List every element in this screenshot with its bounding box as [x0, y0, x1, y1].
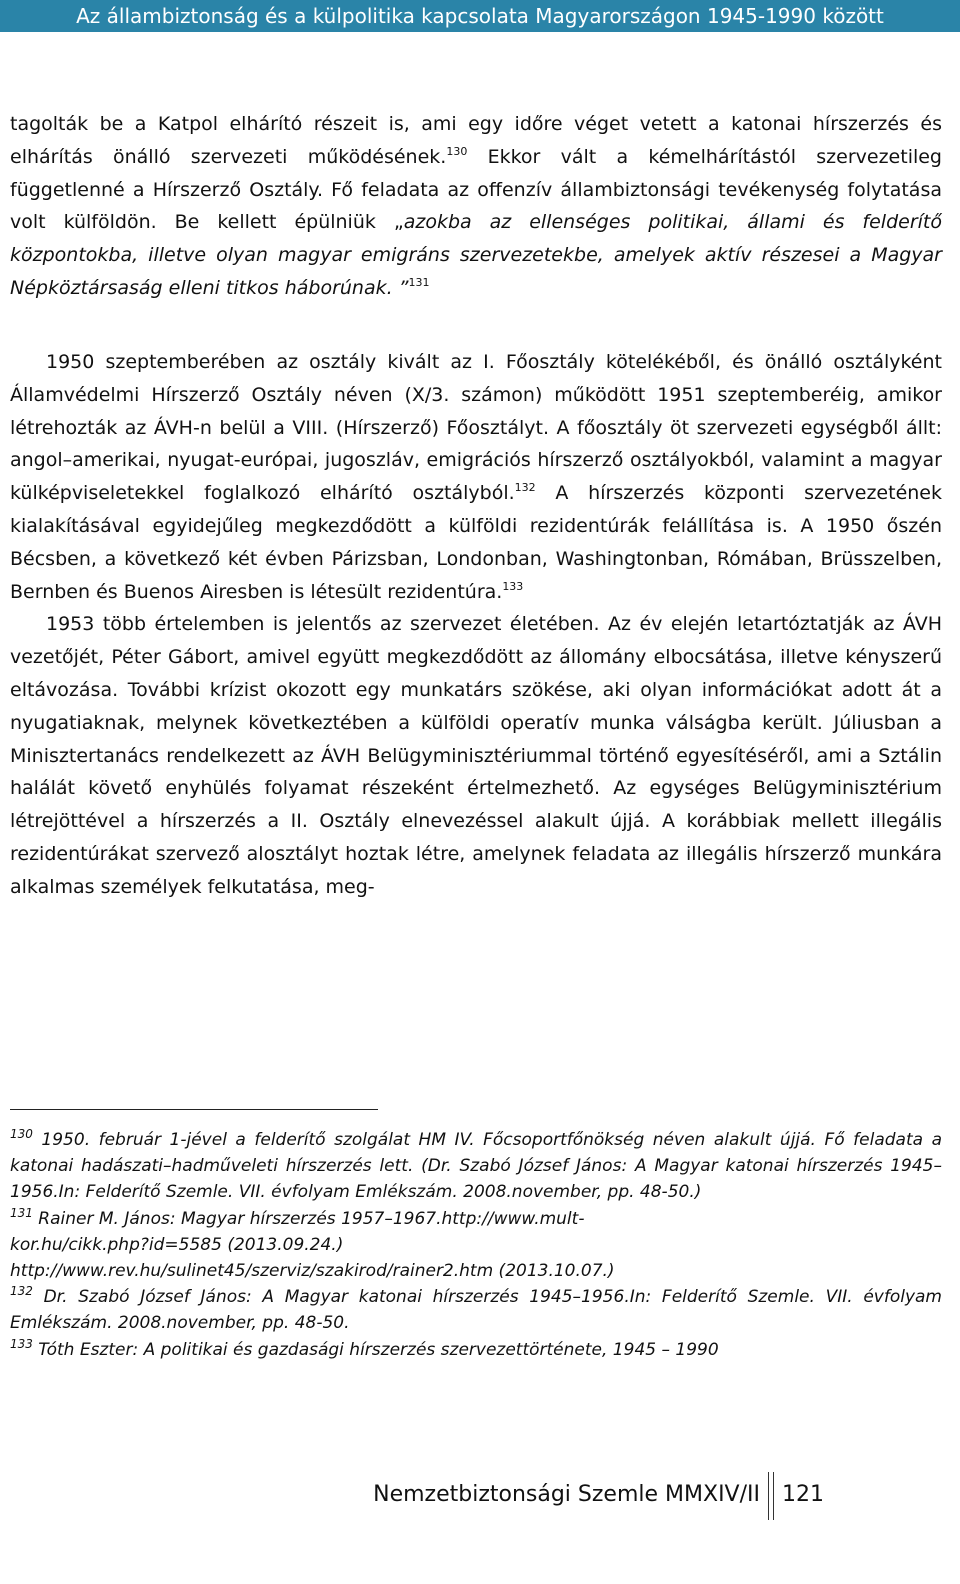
footnote-130: [10, 1127, 942, 1206]
paragraph-2: [10, 346, 942, 608]
footnote-text: Dr. Szabó József János: A Magyar katonai hírszerzés 1945–1956.In: Felderítő Szemle. VII. évfolyam Emlékszám. 2008.november, pp. 48-50.: [10, 1287, 942, 1334]
footnote-link-2[interactable]: http://www.rev.hu/sulinet45/szerviz/szakirod/rainer2.htm (2013.10.07.): [10, 1261, 615, 1282]
footnote-ref-132[interactable]: 132: [514, 481, 536, 495]
journal-title: Nemzetbiztonsági Szemle MMXIV/II: [373, 1482, 760, 1507]
footnotes: [10, 1127, 942, 1363]
main-text: [10, 346, 942, 904]
paragraph-1: [10, 108, 942, 305]
footer-divider: [768, 1472, 774, 1520]
page-footer: [0, 1468, 960, 1522]
footnote-number: 131: [10, 1205, 33, 1220]
footnote-ref-133[interactable]: 133: [502, 579, 524, 593]
footnote-number: 133: [10, 1336, 33, 1351]
footnote-text: Tóth Eszter: A politikai és gazdasági hírszerzés szervezettörténete, 1945 – 1990: [32, 1339, 719, 1360]
paragraph-1-text-a: tagolták be a Katpol elhárító részeit is, ami egy időre véget vetett a katonai hírszerzés és elhárítás önálló szervezeti működésének.: [10, 113, 942, 168]
footnote-number: 132: [10, 1284, 33, 1299]
paragraph-1-quote: azokba az ellenséges politikai, állami és felderítő központokba, illetve olyan magyar emigráns szervezetekbe, amelyek aktív részesei a Magyar Népköztársaság elleni titkos háborúnak. ”: [10, 211, 943, 299]
paragraph-2-text-b: A hírszerzés központi szervezetének kialakításával egyidejűleg megkezdődött a külföldi rezidentúrák felállítása is. A 1950 őszén Bécsben, a következő két évben Párizsban, Londonban, Washingtonban, Rómában, Brüsszelben, Bernben és Buenos Airesben is létesült rezidentúra.: [10, 482, 942, 603]
footnote-133: [10, 1337, 942, 1363]
footnote-132: [10, 1284, 942, 1336]
footnote-131: [10, 1206, 942, 1285]
paragraph-1-text-b: Ekkor vált a kémelhárítástól szervezetileg függetlenné a Hírszerző Osztály. Fő feladata az offenzív állambiztonsági tevékenység folytatása volt külföldön. Be kellett épülniük „: [10, 145, 942, 234]
running-header-title: Az állambiztonság és a külpolitika kapcsolata Magyarországon 1945-1990 között: [76, 4, 884, 28]
footnote-separator: [10, 1109, 378, 1110]
footnote-link-1[interactable]: kor.hu/cikk.php?id=5585 (2013.09.24.): [10, 1234, 344, 1255]
running-header: [0, 0, 960, 32]
footnote-number: 130: [10, 1127, 33, 1141]
footnote-ref-130[interactable]: 130: [446, 144, 468, 158]
paragraph-2-text-a: 1950 szeptemberében az osztály kivált az I. Főosztály kötelékéből, és önálló osztályként Államvédelmi Hírszerző Osztály néven (X/3. számon) működött 1951 szeptemberéig, amikor létrehozták az ÁVH-n belül a VIII. (Hírszerző) Főosztályt. A főosztály öt szervezeti egységből állt: angol–amerikai, nyugat-európai, jugoszláv, emigrációs hírszerző osztályokból, valamint a magyar külképviseletekkel foglalkozó elhárító osztályból.: [10, 351, 942, 505]
page-number: 121: [782, 1482, 824, 1507]
footnote-text-line-1: Rainer M. János: Magyar hírszerzés 1957–1967.http://www.mult-: [32, 1208, 585, 1229]
footnote-text: 1950. február 1-jével a felderítő szolgálat HM IV. Főcsoportfőnökség néven alakult újjá. Fő feladata a katonai hadászati–hadműveleti hírszerzés lett. (Dr. Szabó József János: A Magyar katonai hírszerzés 1945–1956.In: Felderítő Szemle. VII. évfolyam Emlékszám. 2008.november, pp. 48-50.): [10, 1130, 942, 1203]
footnote-ref-131[interactable]: 131: [408, 275, 430, 289]
paragraph-3: 1953 több értelemben is jelentős az szervezet életében. Az év elején letartóztatják az ÁVH vezetőjét, Péter Gábort, amivel együtt megkezdődött az állomány elbocsátása, illetve kényszerű eltávozása. További krízist okozott egy munkatárs szökése, aki olyan információkat adott át a nyugatiaknak, melynek következtében a külföldi operatív munka válságba került. Júliusban a Minisztertanács rendelkezett az ÁVH Belügyminisztériummal történő egyesítéséről, ami a Sztálin halálát követő enyhülés folyamat részeként értelmezhető. Az egységes Belügyminisztérium létrejöttével a hírszerzés a II. Osztály elnevezéssel alakult újjá. A korábbiak mellett illegális rezidentúrákat szervező alosztályt hoztak létre, amelynek feladata az illegális hírszerző munkára alkalmas személyek felkutatása, meg-: [10, 613, 942, 898]
